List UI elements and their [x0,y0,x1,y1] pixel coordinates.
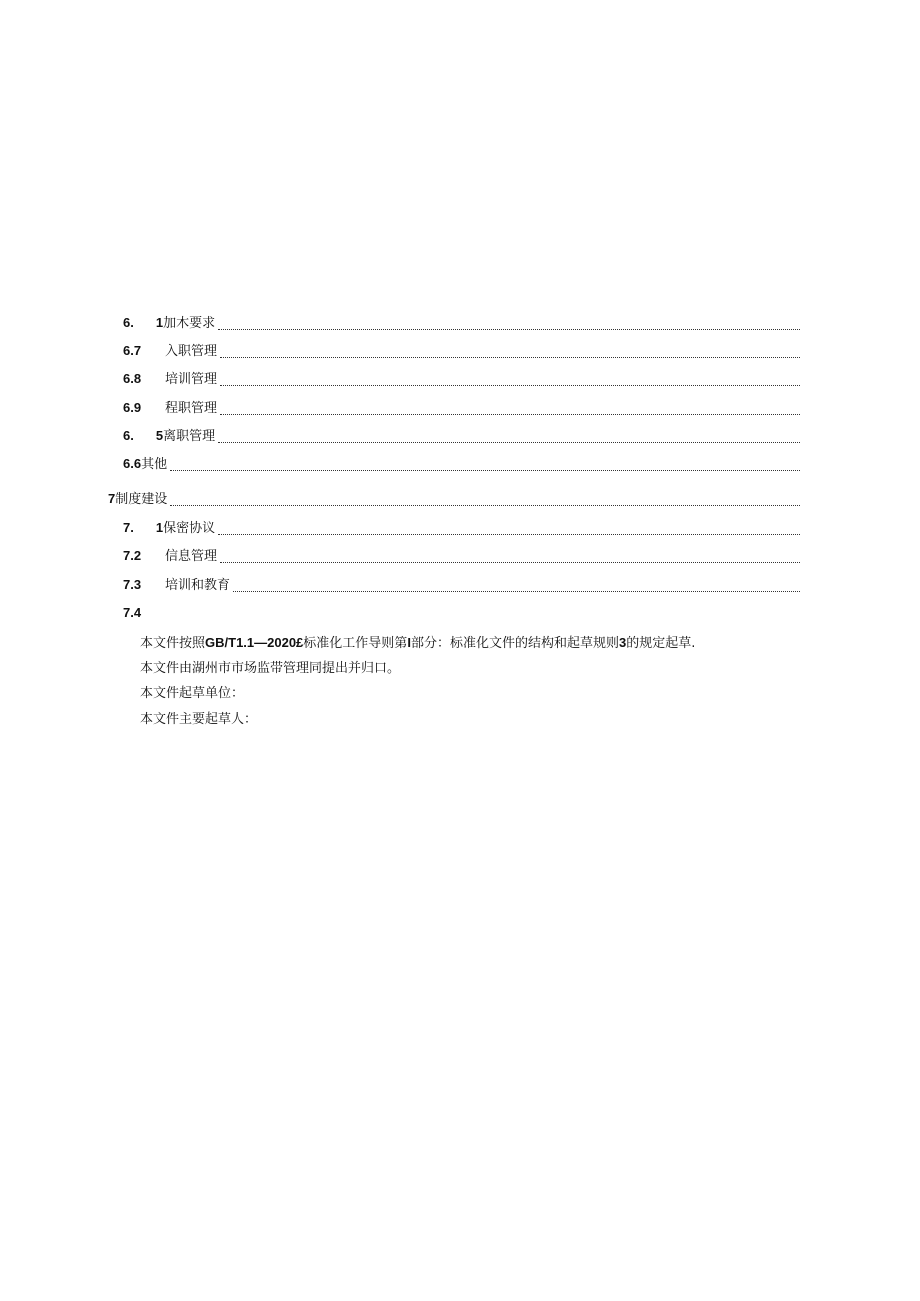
toc-entry[interactable] [123,313,800,333]
toc-title: 培训和教育 [165,578,231,593]
toc-leader [170,457,800,471]
toc-title: 保密协议 [163,521,216,536]
toc-entry[interactable] [123,426,800,446]
toc-leader [218,429,800,443]
toc-title: 培训管理 [165,372,218,387]
toc-leader [220,401,800,415]
toc-title: 加木要求 [163,316,216,331]
toc-leader [220,344,800,358]
foreword-line-2: 本文件由湖州市市场监带管理同提出并归口。 [140,661,401,676]
toc-number: 7.4 [123,605,142,620]
toc-number: 6.9 [123,400,142,415]
toc-leader [220,372,800,386]
toc-leader [233,578,800,592]
toc-title: 制度建设 [115,492,168,507]
foreword-line-1: 本文件按照GB/T1.1—2020£标准化工作导则第I部分：标准化文件的结构和起草规则3的规定起草. [140,635,696,651]
toc-entry[interactable] [123,369,800,389]
toc-entry[interactable] [108,489,800,509]
toc-number: 7 [108,491,116,506]
toc-number: 6. [123,315,134,330]
toc-title: 离职管理 [163,429,216,444]
toc-number-suffix: 1 [155,520,164,535]
toc-entry[interactable] [123,603,800,623]
toc-leader [220,549,800,563]
toc-entry[interactable] [123,575,800,595]
foreword-line-4: 本文件主要起草人： [140,712,258,727]
toc-leader [170,492,800,506]
toc-leader [218,521,800,535]
toc-number: 6.7 [123,343,142,358]
toc-number-suffix: 1 [155,315,164,330]
toc-entry[interactable] [123,518,800,538]
toc-title: 程职管理 [165,401,218,416]
toc-number: 6. [123,428,134,443]
toc-number: 7.2 [123,548,142,563]
toc-entry[interactable] [123,341,800,361]
toc-entry[interactable] [123,454,800,474]
toc-title: 入职管理 [165,344,218,359]
toc-number: 7.3 [123,577,142,592]
toc-title: 信息管理 [165,549,218,564]
toc-entry[interactable] [123,398,800,418]
toc-number-suffix: 5 [155,428,164,443]
foreword-line-3: 本文件起草单位： [140,686,245,701]
toc-title: 其他 [141,457,168,472]
toc-number: 6.8 [123,371,142,386]
toc-leader [218,316,800,330]
toc-entry[interactable] [123,546,800,566]
toc-number: 6.6 [123,456,142,471]
toc-number: 7. [123,520,134,535]
